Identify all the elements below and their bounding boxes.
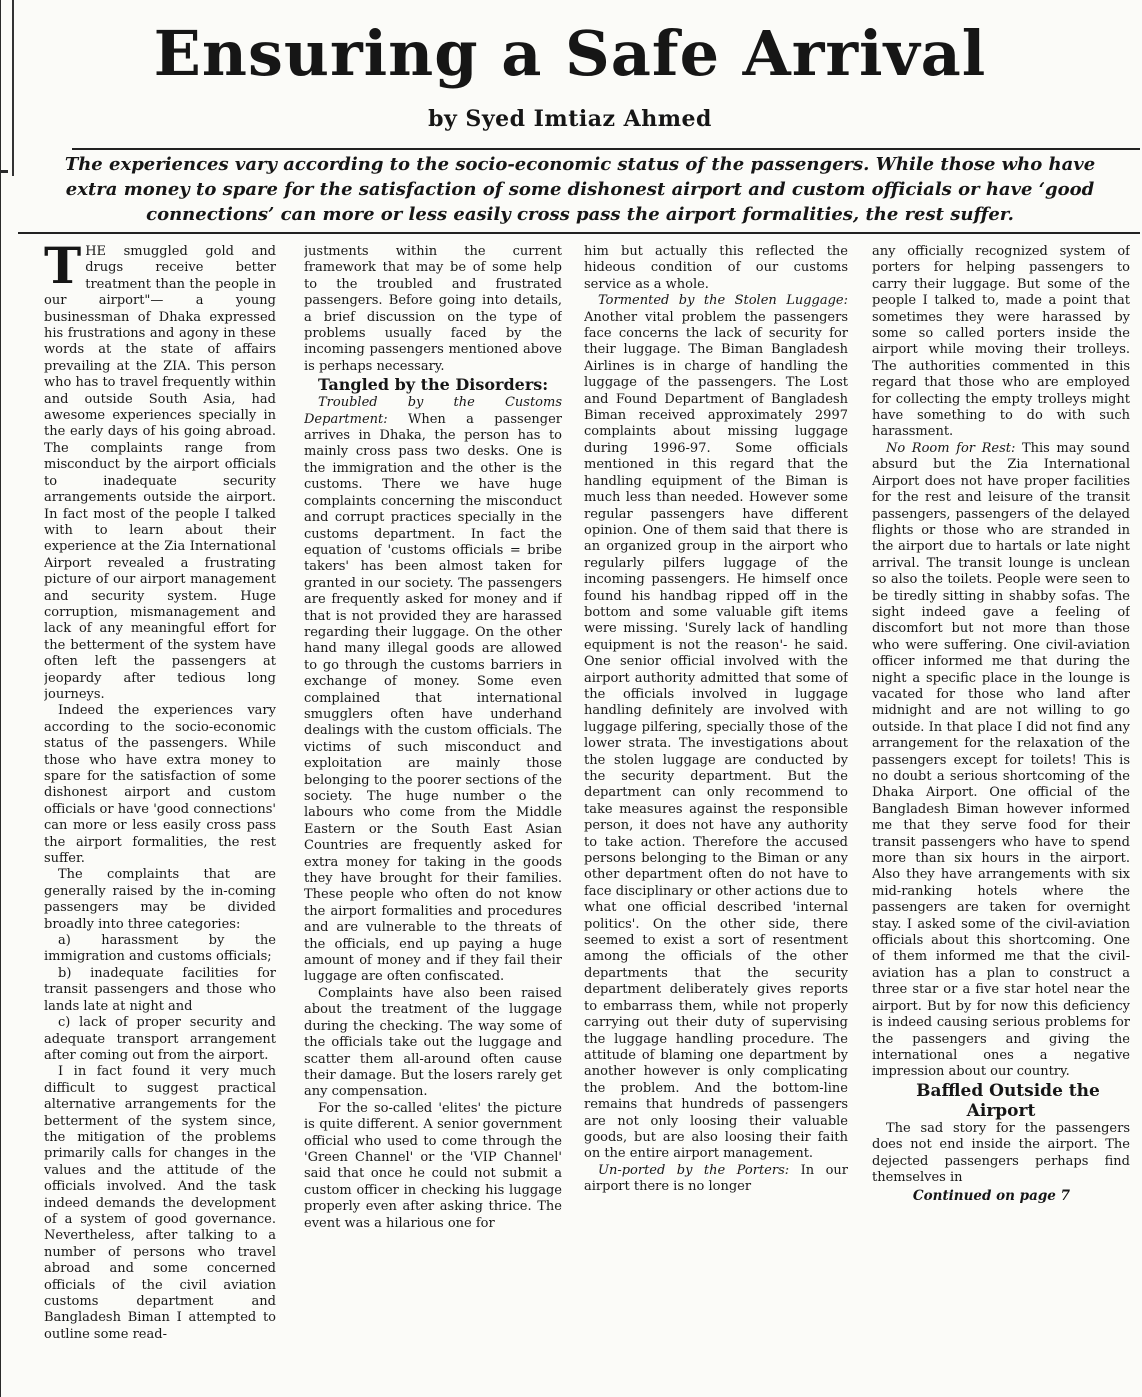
page-edge-rule: [0, 0, 1, 1397]
paragraph: any officially recognized system of porters for helping passengers to carry their luggage. But some of the people I talked to, made a point that sometimes they were harassed by some so called porters inside the airport while moving their trolleys. The authorities commented in this regard that those who are employed for collecting the empty trolleys might have something to do with such harassment.: [872, 244, 1130, 440]
byline: by Syed Imtiaz Ahmed: [428, 106, 712, 132]
section-heading: Baffled Outside the Airport: [916, 1080, 1100, 1121]
paragraph: Un-ported by the Porters: In our airport there is no longer: [584, 1162, 848, 1195]
run-in-heading: Un-ported by the Porters:: [598, 1162, 790, 1178]
paragraph: Troubled by the Customs Department: When a passenger arrives in Dhaka, the person has to mainly cross pass two desks. One is the immigration and the other is the customs. There we have huge complaints concerning the misconduct and corrupt practices specially in the customs department. In fact the equation of 'customs officials = bribe takers' has been almost taken for granted in our society. The passengers are frequently asked for money and if that is not provided they are harassed regarding their luggage. On the other hand many illegal goods are allowed to go through the customs barriers in exchange of money. Some even complained that international smugglers often have underhand dealings with the custom officials. The victims of such misconduct and exploitation are mainly those belonging to the poorer sections of the society. The huge number o the labours who come from the Middle Eastern or the South East Asian Countries are frequently asked for extra money for taking in the goods they have brought for their families. These people who often do not know the airport formalities and procedures and are vulnerable to the threats of the officials, end up paying a huge amount of money and if they fail their luggage are often confiscated.: [304, 395, 562, 985]
list-item: a) harassment by the immigration and customs officials;: [44, 933, 276, 965]
column-2: [304, 244, 562, 1394]
deck: The experiences vary according to the socio-economic status of the passengers. While those who have extra money to spare for the satisfaction of some dishonest airport and custom officials or have ‘good connections’ can more or less easily cross pass the airport formalities, the rest suffer.: [64, 154, 1096, 225]
paragraph: No Room for Rest: This may sound absurd but the Zia International Airport does not have proper facilities for the rest and leisure of the transit passengers, passengers of the delayed flights or those who are stranded in the airport due to hartals or late night arrival. The transit lounge is unclean so also the toilets. People were seen to be tiredly sitting in shabby sofas. The sight indeed gave a feeling of discomfort but not more than those who were suffering. One civil-aviation officer informed me that during the night a specific place in the lounge is vacated for those who land after midnight and are not willing to go outside. In that place I did not find any arrangement for the relaxation of the passengers except for toilets! This is no doubt a serious shortcoming of the Dhaka Airport. One official of the Bangladesh Biman however informed me that they serve food for their transit passengers who have to spend more than six hours in the airport. Also they have arrangements with six mid-ranking hotels where the passengers are taken for overnight stay. I asked some of the civil-aviation officials about this shortcoming. One of them informed me that the civil-aviation has a plan to construct a three star or a five star hotel near the airport. But by for now this deficiency is indeed causing serious problems for the passengers and giving the international ones a negative impression about our country.: [872, 440, 1130, 1080]
run-in-heading: Tormented by the Stolen Luggage:: [598, 293, 848, 309]
drop-cap: T: [44, 244, 82, 295]
paragraph: THE smuggled gold and drugs receive better treatment than the people in our airport"— a young businessman of Dhaka expressed his frustrations and agony in these words at the state of affairs prevailing at the ZIA. This person who has to travel frequently within and outside South Asia, had awesome experiences specially in the early days of his going abroad. The complaints range from misconduct by the airport officials to inadequate security arrangements outside the airport. In fact most of the people I talked with to learn about their experience at the Zia International Airport revealed a frustrating picture of our airport management and security system. Huge corruption, mismanagement and lack of any meaningful effort for the betterment of the system have often left the passengers at jeopardy after tedious long journeys.: [44, 244, 276, 702]
paragraph: I in fact found it very much difficult to suggest practical alternative arrangements for the betterment of the system since, the mitigation of the problems primarily calls for changes in the values and the attitude of the officials involved. And the task indeed demands the development of a system of good governance. Nevertheless, after talking to a number of persons who travel abroad and some concerned officials of the civil aviation customs department and Bangladesh Biman I attempted to outline some read-: [44, 1064, 276, 1342]
column-4: [872, 244, 1130, 1394]
section-heading: Tangled by the Disorders:: [318, 375, 549, 395]
page-edge-tick: [0, 170, 8, 173]
paragraph: Tormented by the Stolen Luggage: Another vital problem the passengers face concerns the lack of security for their luggage. The Biman Bangladesh Airlines is in charge of handling the luggage of the passengers. The Lost and Found Department of Bangladesh Biman received approximately 2997 complaints about missing luggage during 1996-97. Some officials mentioned in this regard that the handling equipment of the Biman is much less than needed. However some regular passengers have different opinion. One of them said that there is an organized group in the airport who regularly pilfers luggage of the incoming passengers. He himself once found his handbag ripped off in the bottom and some valuable gift items were missing. 'Surely lack of handling equipment is not the reason'- he said. One senior official involved with the airport authority admitted that some of the officials involved in luggage handling definitely are involved with luggage pilfering, specially those of the lower strata. The investigations about the stolen luggage are conducted by the security department. But the department can only recommend to take measures against the responsible person, it does not have any authority to take action. Therefore the accused persons belonging to the Biman or any other department often do not have to face disciplinary or other actions due to what one official described 'internal politics'. On the other side, there seemed to exist a sort of resentment among the officials of the other departments that the security department deliberately gives reports to embarrass them, while not properly carrying out their duty of supervising the luggage handling procedure. The attitude of blaming one department by another however is only complicating the problem. And the bottom-line remains that hundreds of passengers are not only loosing their valuable goods, but are also loosing their faith on the entire airport management.: [584, 293, 848, 1162]
continued-line: Continued on page 7: [912, 1188, 1070, 1205]
paragraph: him but actually this reflected the hideous condition of our customs service as a whole.: [584, 244, 848, 292]
column-1: [44, 244, 276, 1394]
paragraph: The complaints that are generally raised by the in-coming passengers may be divided broadly into three categories:: [44, 867, 276, 932]
run-in-heading: Troubled by the Customs Department:: [304, 395, 562, 427]
paragraph: For the so-called 'elites' the picture is quite different. A senior government official who used to come through the 'Green Channel' or the 'VIP Channel' said that once he could not submit a custom officer in checking his luggage properly even after asking thrice. The event was a hilarious one for: [304, 1100, 562, 1231]
column-3: [584, 244, 848, 1394]
deck-bottom-rule: [18, 232, 1140, 234]
paragraph: justments within the current framework that may be of some help to the troubled and frustrated passengers. Before going into details, a brief discussion on the type of problems usually faced by the incoming passengers mentioned above is perhaps necessary.: [304, 244, 562, 374]
paragraph: Indeed the experiences vary according to the socio-economic status of the passengers. While those who have extra money to spare for the satisfaction of some dishonest airport and custom officials or have 'good connections' can more or less easily cross pass the airport formalities, the rest suffer.: [44, 703, 276, 867]
header-frame-rule: [12, 0, 14, 176]
paragraph: Complaints have also been raised about the treatment of the luggage during the checking. The way some of the officials take out the luggage and scatter them all-around often cause their damage. But the losers rarely get any compensation.: [304, 985, 562, 1100]
list-item: b) inadequate facilities for transit passengers and those who lands late at night and: [44, 965, 276, 1014]
list-item: c) lack of proper security and adequate transport arrangement after coming out from the airport.: [44, 1015, 276, 1063]
headline: Ensuring a Safe Arrival: [153, 17, 987, 90]
paragraph: The sad story for the passengers does not end inside the airport. The dejected passengers perhaps find themselves in: [872, 1120, 1130, 1185]
deck-top-rule: [72, 148, 1140, 150]
run-in-heading: No Room for Rest:: [886, 440, 1016, 456]
